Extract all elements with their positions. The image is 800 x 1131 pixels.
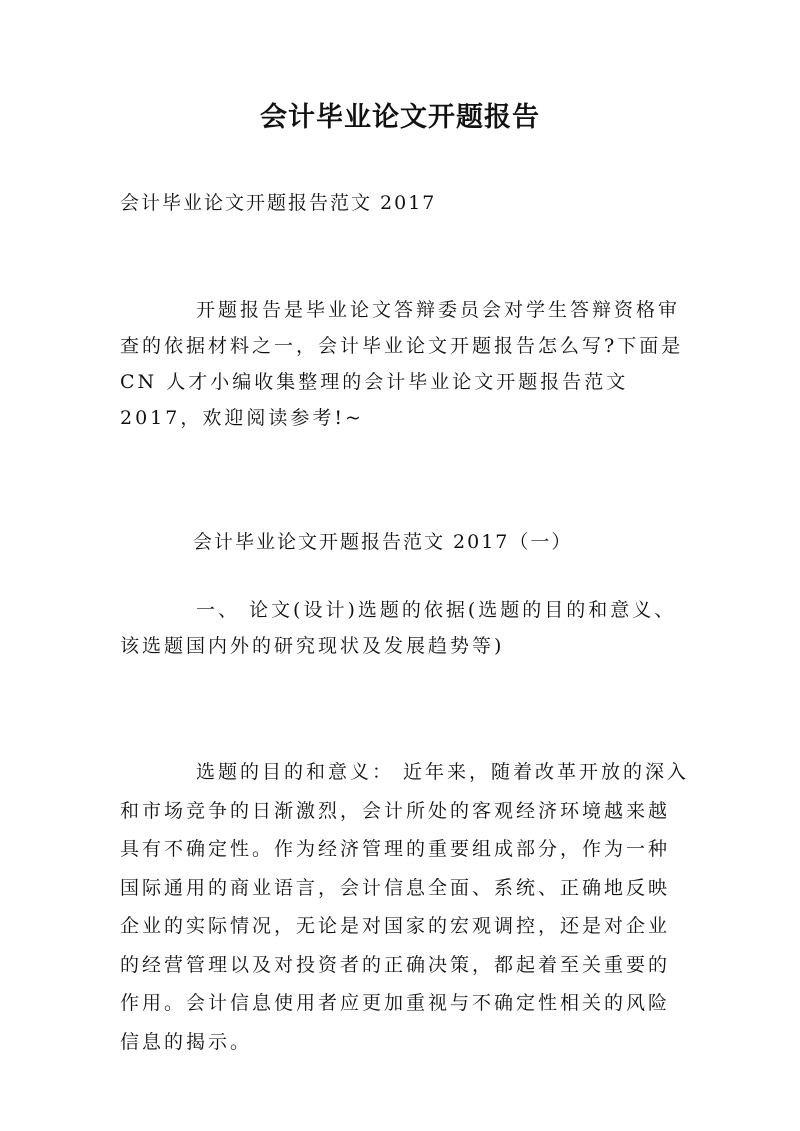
document-subtitle: 会计毕业论文开题报告范文 2017 [120, 192, 437, 214]
page-title: 会计毕业论文开题报告 [260, 102, 540, 133]
body-paragraph: 选题的目的和意义： 近年来，随着改革开放的深入和市场竞争的日渐激烈，会计所处的客观经济环境越来越具有不确定性。作为经济管理的重要组成部分，作为一种国际通用的商业语言，会计信息全面、系统、正确地反映企业的实际情况，无论是对国家的宏观调控，还是对企业的经营管理以及对投资者的正确决策，都起着至关重要的作用。会计信息使用者应更加重视与不确定性相关的风险信息的揭示。 [120, 761, 690, 1053]
section-one-paragraph: 一、 论文(设计)选题的依据(选题的目的和意义、该选题国内外的研究现状及发展趋势等) [120, 599, 677, 657]
intro-paragraph: 开题报告是毕业论文答辩委员会对学生答辩资格审查的依据材料之一，会计毕业论文开题报告怎么写?下面是CN 人才小编收集整理的会计毕业论文开题报告范文 2017，欢迎阅读参考!~ [120, 299, 684, 429]
section-heading: 会计毕业论文开题报告范文 2017（一） [193, 531, 573, 553]
